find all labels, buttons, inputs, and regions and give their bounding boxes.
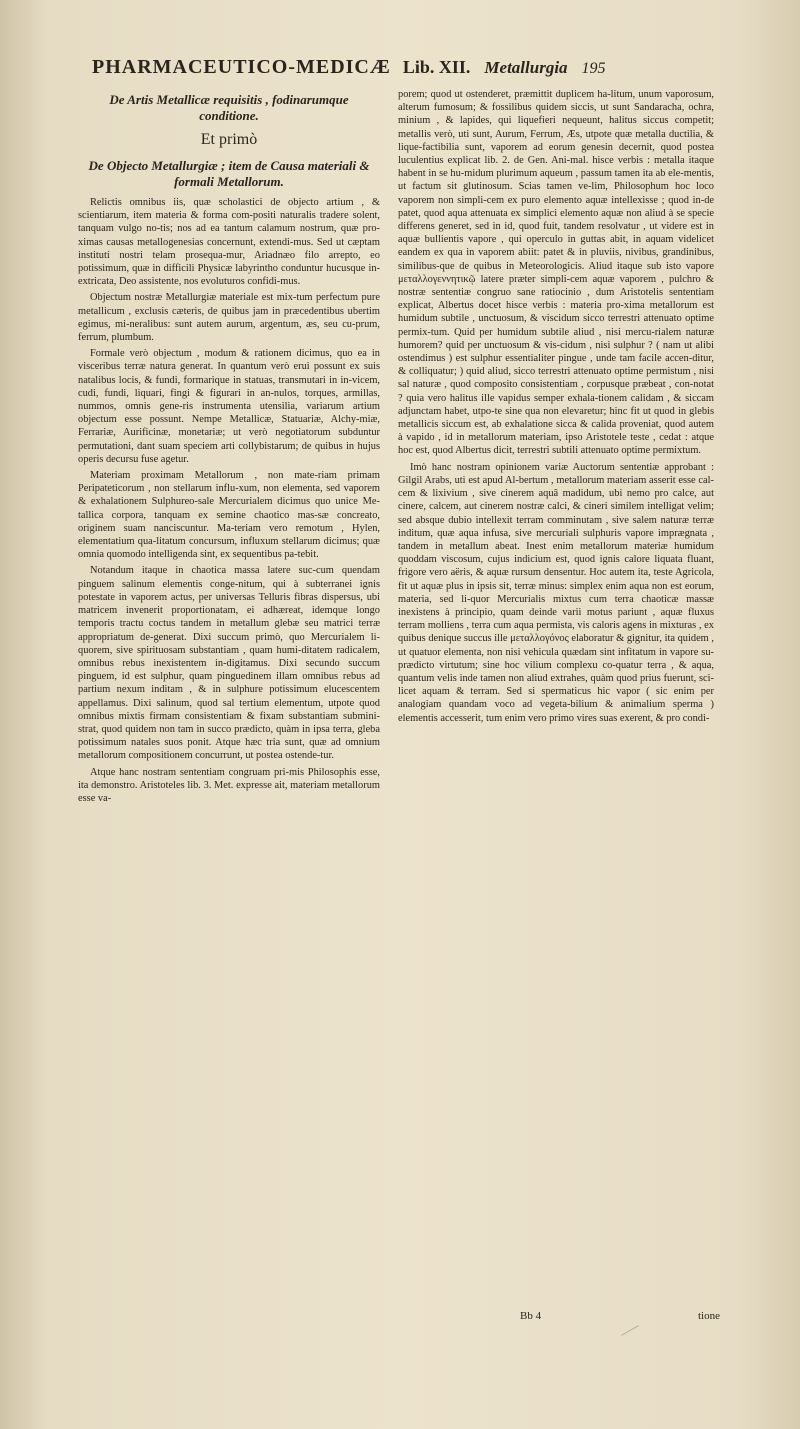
paragraph: Notandum itaque in chaotica massa latere suc-cum quendam pinguem salinum elementis conge-nitum, qui à subterranei ignis potestate in vaporem actus, per universas Telluris fibras dispersus, ubi matricem invenerit proportionatam, ei adhæreat, idemque longo temporis tractu coctus tandem in metallum glebæ seu matrici terræ appropriatum de-generat. Dixi succum primò, quo Mercurialem li-quorem, sive spirituosam substantiam , quam humi-ditatem radicalem, omnibus rebus inexistentem in-digitamus. Dixi secundo succum pinguem, id est sulphur, quam pinguedinem illam omnibus rebus ad partium nexum inditam , & in sulphure potissimum elucescentem appellamus. Dixi salinum, quod sal tertium elementum, utpote quod omnibus mixtis firmam consistentiam & fixam substantiam submini-strat, quod quidem non tam in succo prædicto, quàm in ipsa terra, gleba potissimum natales suos ponit. Atque hæc tria sunt, quæ ad omnium metallorum compositionem concurrunt, ut postea ostende-tur. xyxy=(78,565,380,762)
chapter-title: De Artis Metallicæ requisitis , fodinarumque conditione. xyxy=(109,92,349,123)
page-number: 195 xyxy=(581,60,606,77)
paragraph: Materiam proximam Metallorum , non mate-riam primam Peripateticorum , non stellarum influ-xum, non elementa, sed vaporem & exhalationem Sulphureo-sale Mercurialem dicimus quo unice Me-tallica corpora, tanquam ex semine chaotico mas-sæ concreato, originem suam nanciscuntur. Ma-teriam vero remotum , Hylen, elementatium qua-litatum concursum, influxum stellarum dicimus; quæ omnia quomodo intelligenda sint, ex sequentibus pa-tebit. xyxy=(78,470,380,561)
running-header xyxy=(92,56,798,90)
header-book: Lib. XII. xyxy=(402,57,471,77)
primo-heading: Et primò xyxy=(200,131,258,148)
paragraph: porem; quod ut ostenderet, præmittit duplicem ha-litum, unum vaporosum, alterum fumosum; & fossilibus quidem siccis, ut sunt Sandaracha, ochra, minium , & lapides, qui liquefieri nequeunt, halitus siccus competit; metallis verò, uti sunt, Aurum, Ferrum, Æs, utpote quæ metalla ductilia, & lique-factibilia sunt, vaporem ad eorum genesin decernit, quod postea luculentius explicat lib. 2. de Gen. Ani-mal. hisce verbis : metalla itaque habent in se hu-midum plurimum aqueum , passum tamen ita ab ele-mentis, ut factum sit glutinosum. Scias tamen ve-lim, Philosophum hoc loco vaporem non simpli-cem ex puro elemento aquæ intellexisse ; quod in-de patet, quod aqua attenuata ex simplici elemento aquæ non aliud à se specie differens generet, sed in id, quod fuit, tandem resolvatur , ut videre est in aquæ bullientis vapore , qui operculo in guttas abit, in aquam videlicet eandem ex qua in vaporem abiit: patet & in pluviis, nivibus, grandinibus, similibus-que de quibus in Meteorologicis. Aliud itaque sub isto vapore μεταλλογεννητικῷ latere præter simpli-cem aquæ vaporem , pulchro & nostræ sententiæ congruo sane ratiocinio , dum Aristotelis sententiam explicat, Albertus docet hisce verbis : materia pro-xima metallorum est humidum subtile , unctuosum, & viscidum sicco terrestri attenuato optime permix-tum. Quid per humidum subtile aliud , nisi mercu-rialem naturæ humorem? quid per unctuosum & vis-cidum , nisi sulphur ? ( nam ut alibi ostendimus ) est sulphur essentialiter pingue , unde tam facile accen-ditur, & colliquatur; ) quid aliud, sicco terrestri attenuato optime permistum , nisi sal naturæ , quod composito consistentiam , corpusque præbeat , con-notat ? quia vero halitus ille vapidus semper exhala-tionem calidam , & siccam adjunctam habet, utpo-te sine qua non elevaretur; hinc fit ut quod in glebis metallicis siccum est, ab exhalatione sicca & calida proveniat, quod autem à vapido , id in metallorum materiam, ipso Aristotele teste , cedat : atque hoc est, quod Albertus dicit, terrestri subtili attenuato optime permixtum. xyxy=(398,89,714,457)
header-topic: Metallurgia xyxy=(484,58,568,77)
signature-mark: Bb 4 xyxy=(520,1310,542,1322)
paragraph: Formale verò objectum , modum & rationem dicimus, quo ea in visceribus terræ natura generat. In quantum verò erui possunt ex suis natalibus locis, & fundi, formarique in statuas, transmutari in in-vicem, cudi, fundi, liquari, fingi & figurari in an-nulos, torques, armillas, nummos, omnis gene-ris instrumenta utensilia, variarum artium objectum esse possunt. Nempe Metallicæ, Statuariæ, Alchy-miæ, Ferrariæ, Aurificinæ, monetariæ; ut verò negotiatorum subduntur permutationi, dant suam speciem arti collybistarum; de quibus in hujus operis decursu fuse agetur. xyxy=(78,348,380,465)
paragraph: Imò hanc nostram opinionem variæ Auctorum sententiæ approbant : Gilgil Arabs, uti est apud Al-bertum , metallorum materiam asserit esse cal-cem & lixivium , sive cinerem aquâ madidum, ubi nemo pro calce, aut cinere, calcem, aut cinerem nostræ calci, & cineri similem intelligat velim; sed absque dubio intellexit terram comminutam , sive salem naturæ terræ inditum, quæ aqua infusa, sive mercuriali sulphuris vapore imprægnata , tandem in metallum abeat. Inest enim metallorum materiæ humidum quoddam viscosum, cujus indicium est, quod ignis calore liquata fluant, frigore vero aëris, & aquæ rursum densentur. Hoc autem ita, teste Agricola, fit ut aquæ plus in ipsis sit, terræ minus: simplex enim aqua non est eorum, materia, sed li-quor Mercurialis mixtus cum terra chaoticæ massæ inexistens à principio, quam deinde varii motus pariunt , aquæ fluxus terram molliens , terra cum aqua permista, vis caloris agens in mixturas , ex quibus denique succus ille μεταλλογόνος elaboratur & gignitur, ita quidem , ut quatuor elementa, non nisi vehicula quædam sint infitatum in vapore su-prædicto virtutum; sine hoc vilium complexu co-quatur terra , & aqua, quantum velis inde tamen non aliud extrahes, quàm quod prius fuerunt, sci-licet aquam & terram. Sed si spermaticus hic vapor ( sic enim per analogiam quandam voco ad vegeta-bilium & animalium sperma ) elementis accesserit, tum enim vero primo vires suas exerent, & pro condi- xyxy=(398,461,714,724)
paragraph: Atque hanc nostram sententiam congruam pri-mis Philosophis esse, ita demonstro. Aristoteles lib. 3. Met. expresse ait, materiam metallorum esse va- xyxy=(78,766,380,804)
catchword: tione xyxy=(698,1310,720,1322)
right-column xyxy=(398,88,714,1358)
header-title: PHARMACEUTICO-MEDICÆ xyxy=(92,56,391,78)
paragraph: Objectum nostræ Metallurgiæ materiale est mix-tum perfectum pure metallicum , exclusis cæteris, de quibus jam in præcedentibus ubertim egimus, mi-neralibus: sunt autem aurum, argentum, æs, seu cu-prum, ferrum, plumbum. xyxy=(78,292,380,344)
paragraph: Relictis omnibus iis, quæ scholastici de objecto artium , & scientiarum, item materia & forma com-positi naturalis tradere solent, tanquam vulgo no-tis; nos ad ea tantum calamum nostrum, quæ pro-ximas causas metallogenesias concernunt, extendi-mus. Sed ut cæptam institutí nostri telam prosequa-mur, Ariadnæo filo arrepto, eo potissimum, quæ in difficili Physicæ labyrintho conduntur hucusque in-extricata, Deo assistente, nos evoluturos confidi-mus. xyxy=(78,197,380,288)
page-footer xyxy=(520,1310,720,1322)
left-column xyxy=(78,88,380,1330)
section-title: De Objecto Metallurgiæ ; item de Causa materiali & formali Metallorum. xyxy=(88,158,370,189)
